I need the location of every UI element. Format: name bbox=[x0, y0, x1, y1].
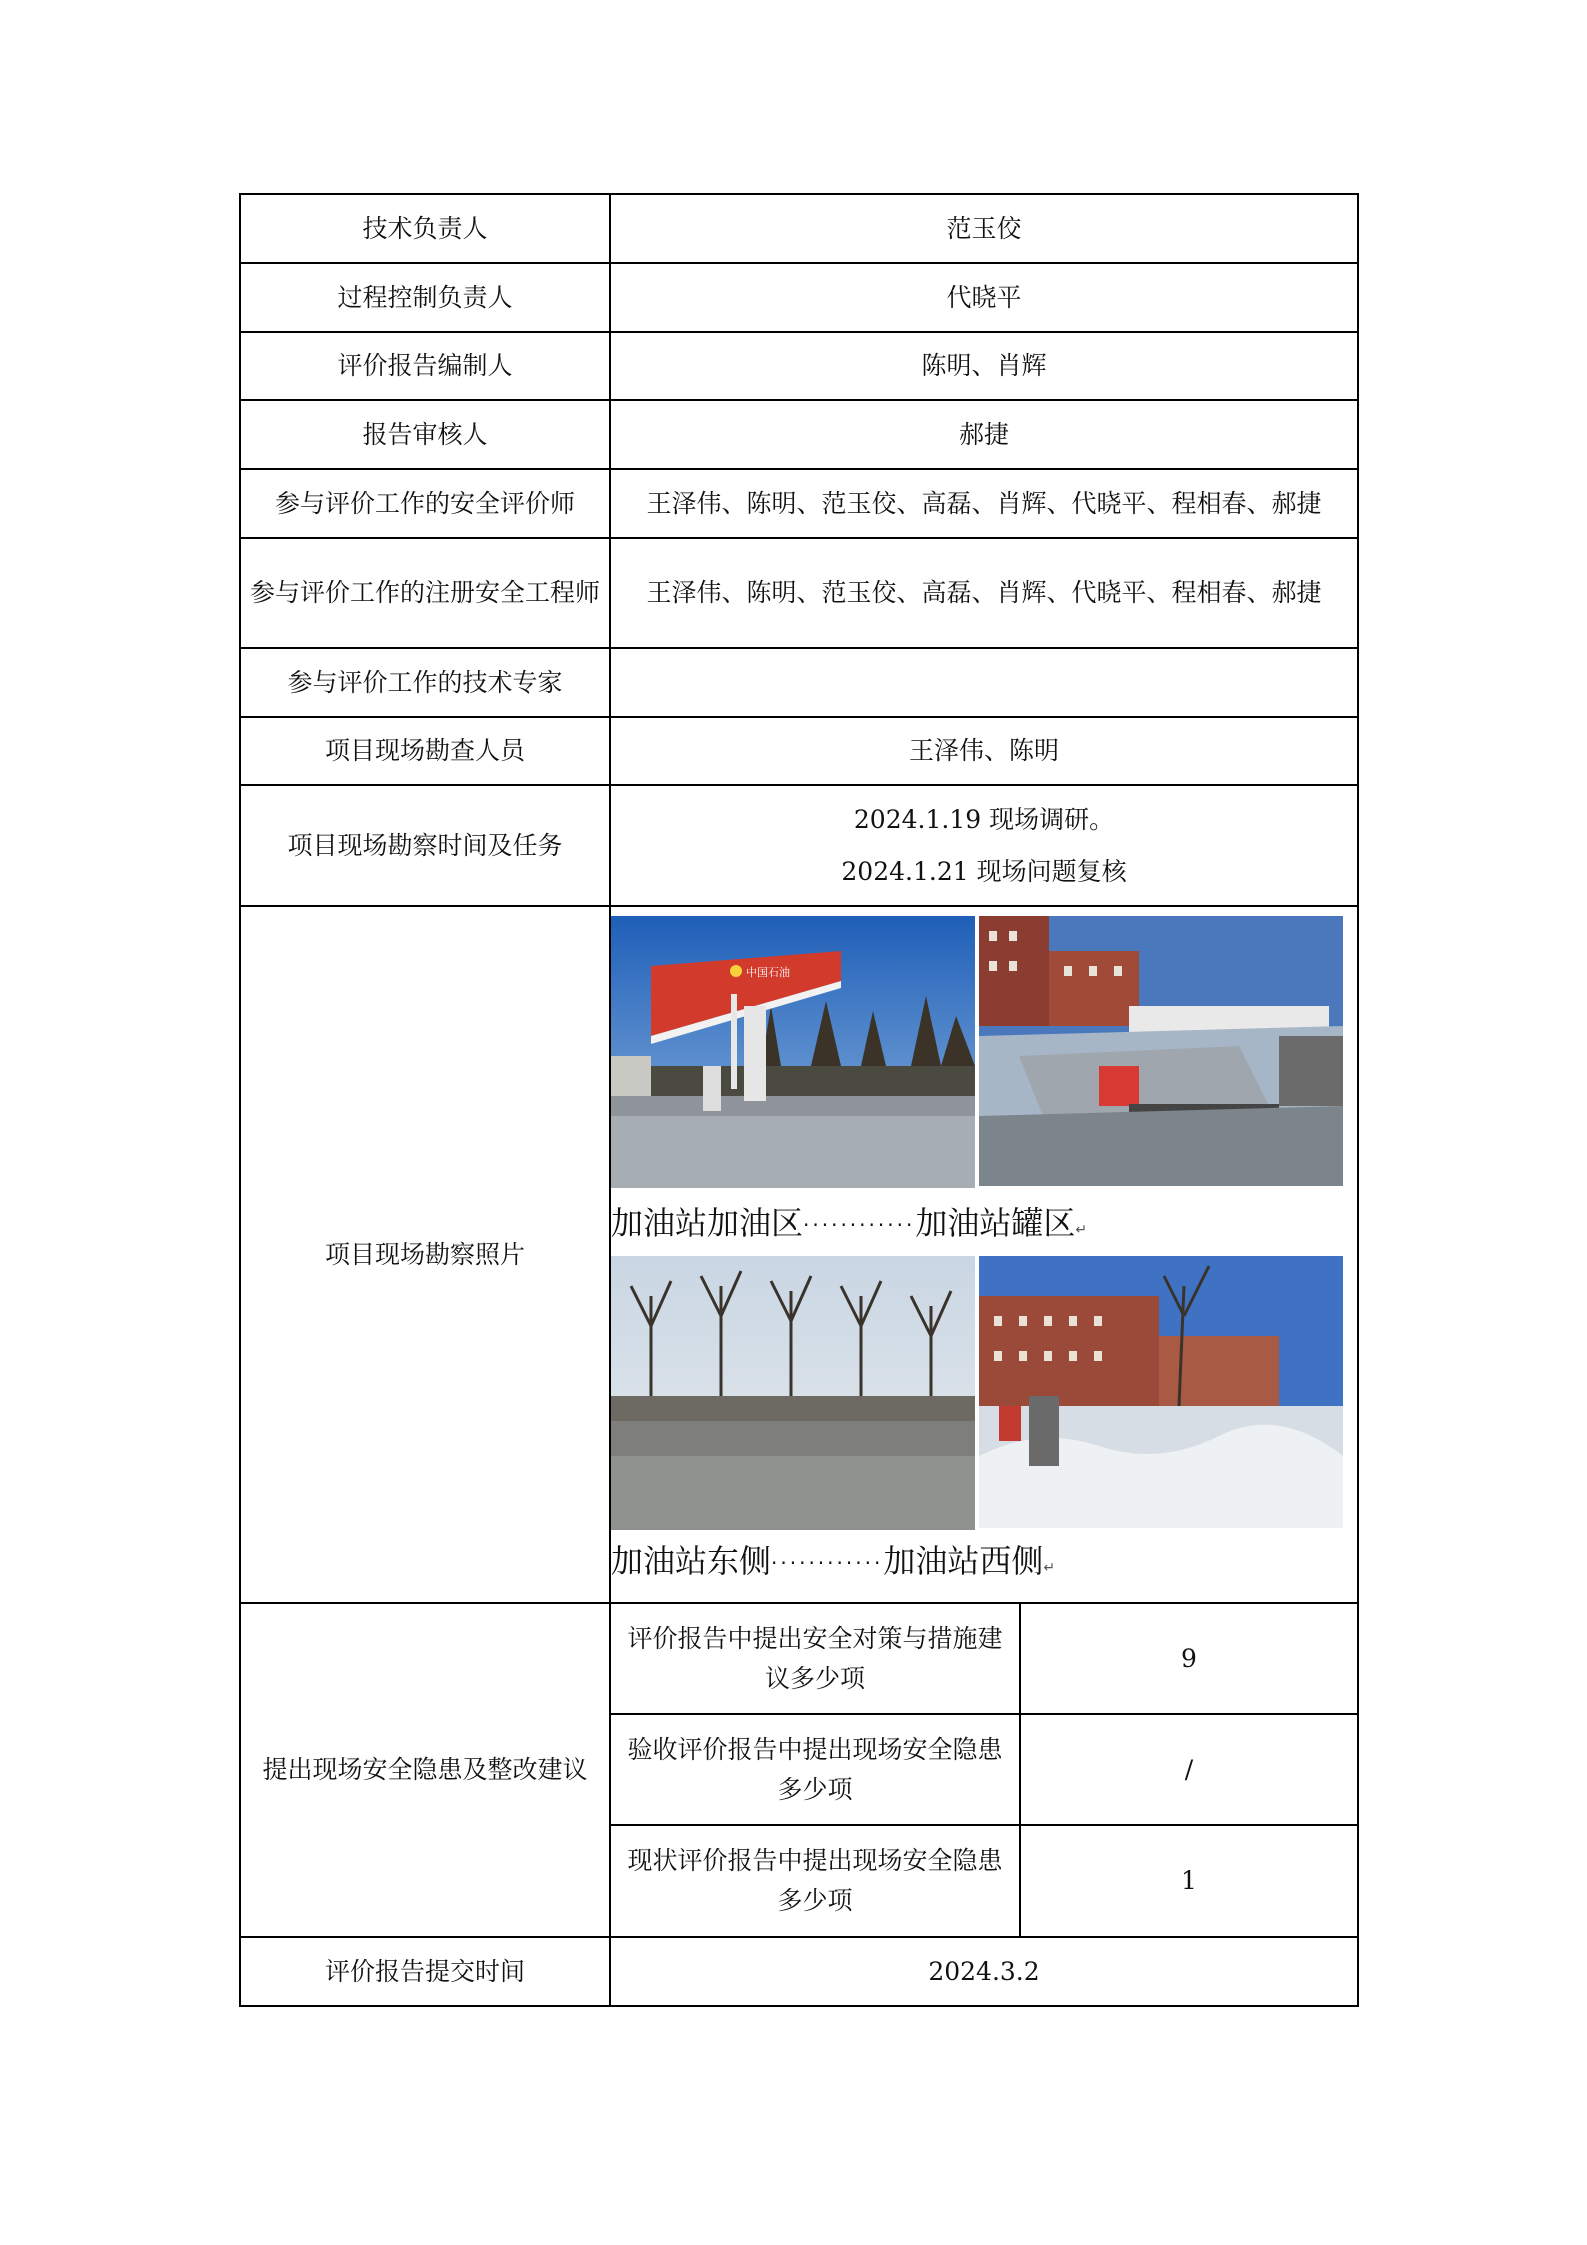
reviewer-label: 报告审核人 bbox=[240, 400, 610, 469]
photo-tank-area bbox=[979, 916, 1343, 1186]
tech-experts-value bbox=[610, 648, 1358, 717]
site-photos-cell bbox=[610, 906, 1358, 1603]
tech-lead-value: 范玉佼 bbox=[610, 194, 1358, 263]
site-inspectors-value: 王泽伟、陈明 bbox=[610, 717, 1358, 785]
site-time-line2: 2024.1.21 现场问题复核 bbox=[841, 856, 1127, 886]
caption-east-side: 加油站东侧 bbox=[611, 1542, 772, 1580]
caption-fueling-area: 加油站加油区 bbox=[611, 1204, 804, 1242]
reviewer-value: 郝捷 bbox=[610, 400, 1358, 469]
tech-experts-label: 参与评价工作的技术专家 bbox=[240, 648, 610, 717]
hazards-cell bbox=[610, 1603, 1358, 1937]
report-author-label: 评价报告编制人 bbox=[240, 332, 610, 400]
photo-east-side bbox=[611, 1256, 975, 1530]
paragraph-mark-icon: ↵ bbox=[1043, 1560, 1056, 1576]
caption-tank-area: 加油站罐区 bbox=[915, 1204, 1076, 1242]
sign-text: 中国石油 bbox=[746, 966, 790, 979]
caption-west-side: 加油站西侧 bbox=[883, 1542, 1044, 1580]
registered-engineers-label: 参与评价工作的注册安全工程师 bbox=[240, 538, 610, 648]
hazard-item-value: 1 bbox=[1020, 1825, 1357, 1936]
info-table bbox=[239, 193, 1359, 2007]
report-author-value: 陈明、肖辉 bbox=[610, 332, 1358, 400]
caption-dots: ············ bbox=[803, 1213, 916, 1237]
photo-west-side bbox=[979, 1256, 1343, 1528]
hazard-item-label: 现状评价报告中提出现场安全隐患多少项 bbox=[611, 1825, 1020, 1936]
site-time-value bbox=[610, 785, 1358, 906]
safety-evaluators-label: 参与评价工作的安全评价师 bbox=[240, 469, 610, 538]
process-lead-value: 代晓平 bbox=[610, 263, 1358, 332]
site-time-line1: 2024.1.19 现场调研。 bbox=[853, 804, 1115, 834]
registered-engineers-value: 王泽伟、陈明、范玉佼、高磊、肖辉、代晓平、程相春、郝捷 bbox=[610, 538, 1358, 648]
submit-time-label: 评价报告提交时间 bbox=[240, 1937, 610, 2006]
site-photos-label: 项目现场勘察照片 bbox=[240, 906, 610, 1603]
hazard-item-value: 9 bbox=[1020, 1604, 1357, 1714]
hazard-item-label: 评价报告中提出安全对策与措施建议多少项 bbox=[611, 1604, 1020, 1714]
hazard-item-label: 验收评价报告中提出现场安全隐患多少项 bbox=[611, 1714, 1020, 1825]
safety-evaluators-value: 王泽伟、陈明、范玉佼、高磊、肖辉、代晓平、程相春、郝捷 bbox=[610, 469, 1358, 538]
caption-row-2 bbox=[611, 1541, 1055, 1588]
process-lead-label: 过程控制负责人 bbox=[240, 263, 610, 332]
site-time-label: 项目现场勘察时间及任务 bbox=[240, 785, 610, 906]
caption-row-1 bbox=[611, 1203, 1087, 1250]
hazard-item-value: / bbox=[1020, 1714, 1357, 1825]
caption-dots: ············ bbox=[771, 1551, 884, 1575]
hazards-subtable bbox=[611, 1604, 1357, 1936]
paragraph-mark-icon: ↵ bbox=[1075, 1222, 1088, 1238]
tech-lead-label: 技术负责人 bbox=[240, 194, 610, 263]
hazards-label: 提出现场安全隐患及整改建议 bbox=[240, 1603, 610, 1937]
photo-grid bbox=[611, 908, 1363, 1601]
submit-time-value: 2024.3.2 bbox=[610, 1937, 1358, 2006]
photo-fueling-area bbox=[611, 916, 975, 1188]
site-inspectors-label: 项目现场勘查人员 bbox=[240, 717, 610, 785]
